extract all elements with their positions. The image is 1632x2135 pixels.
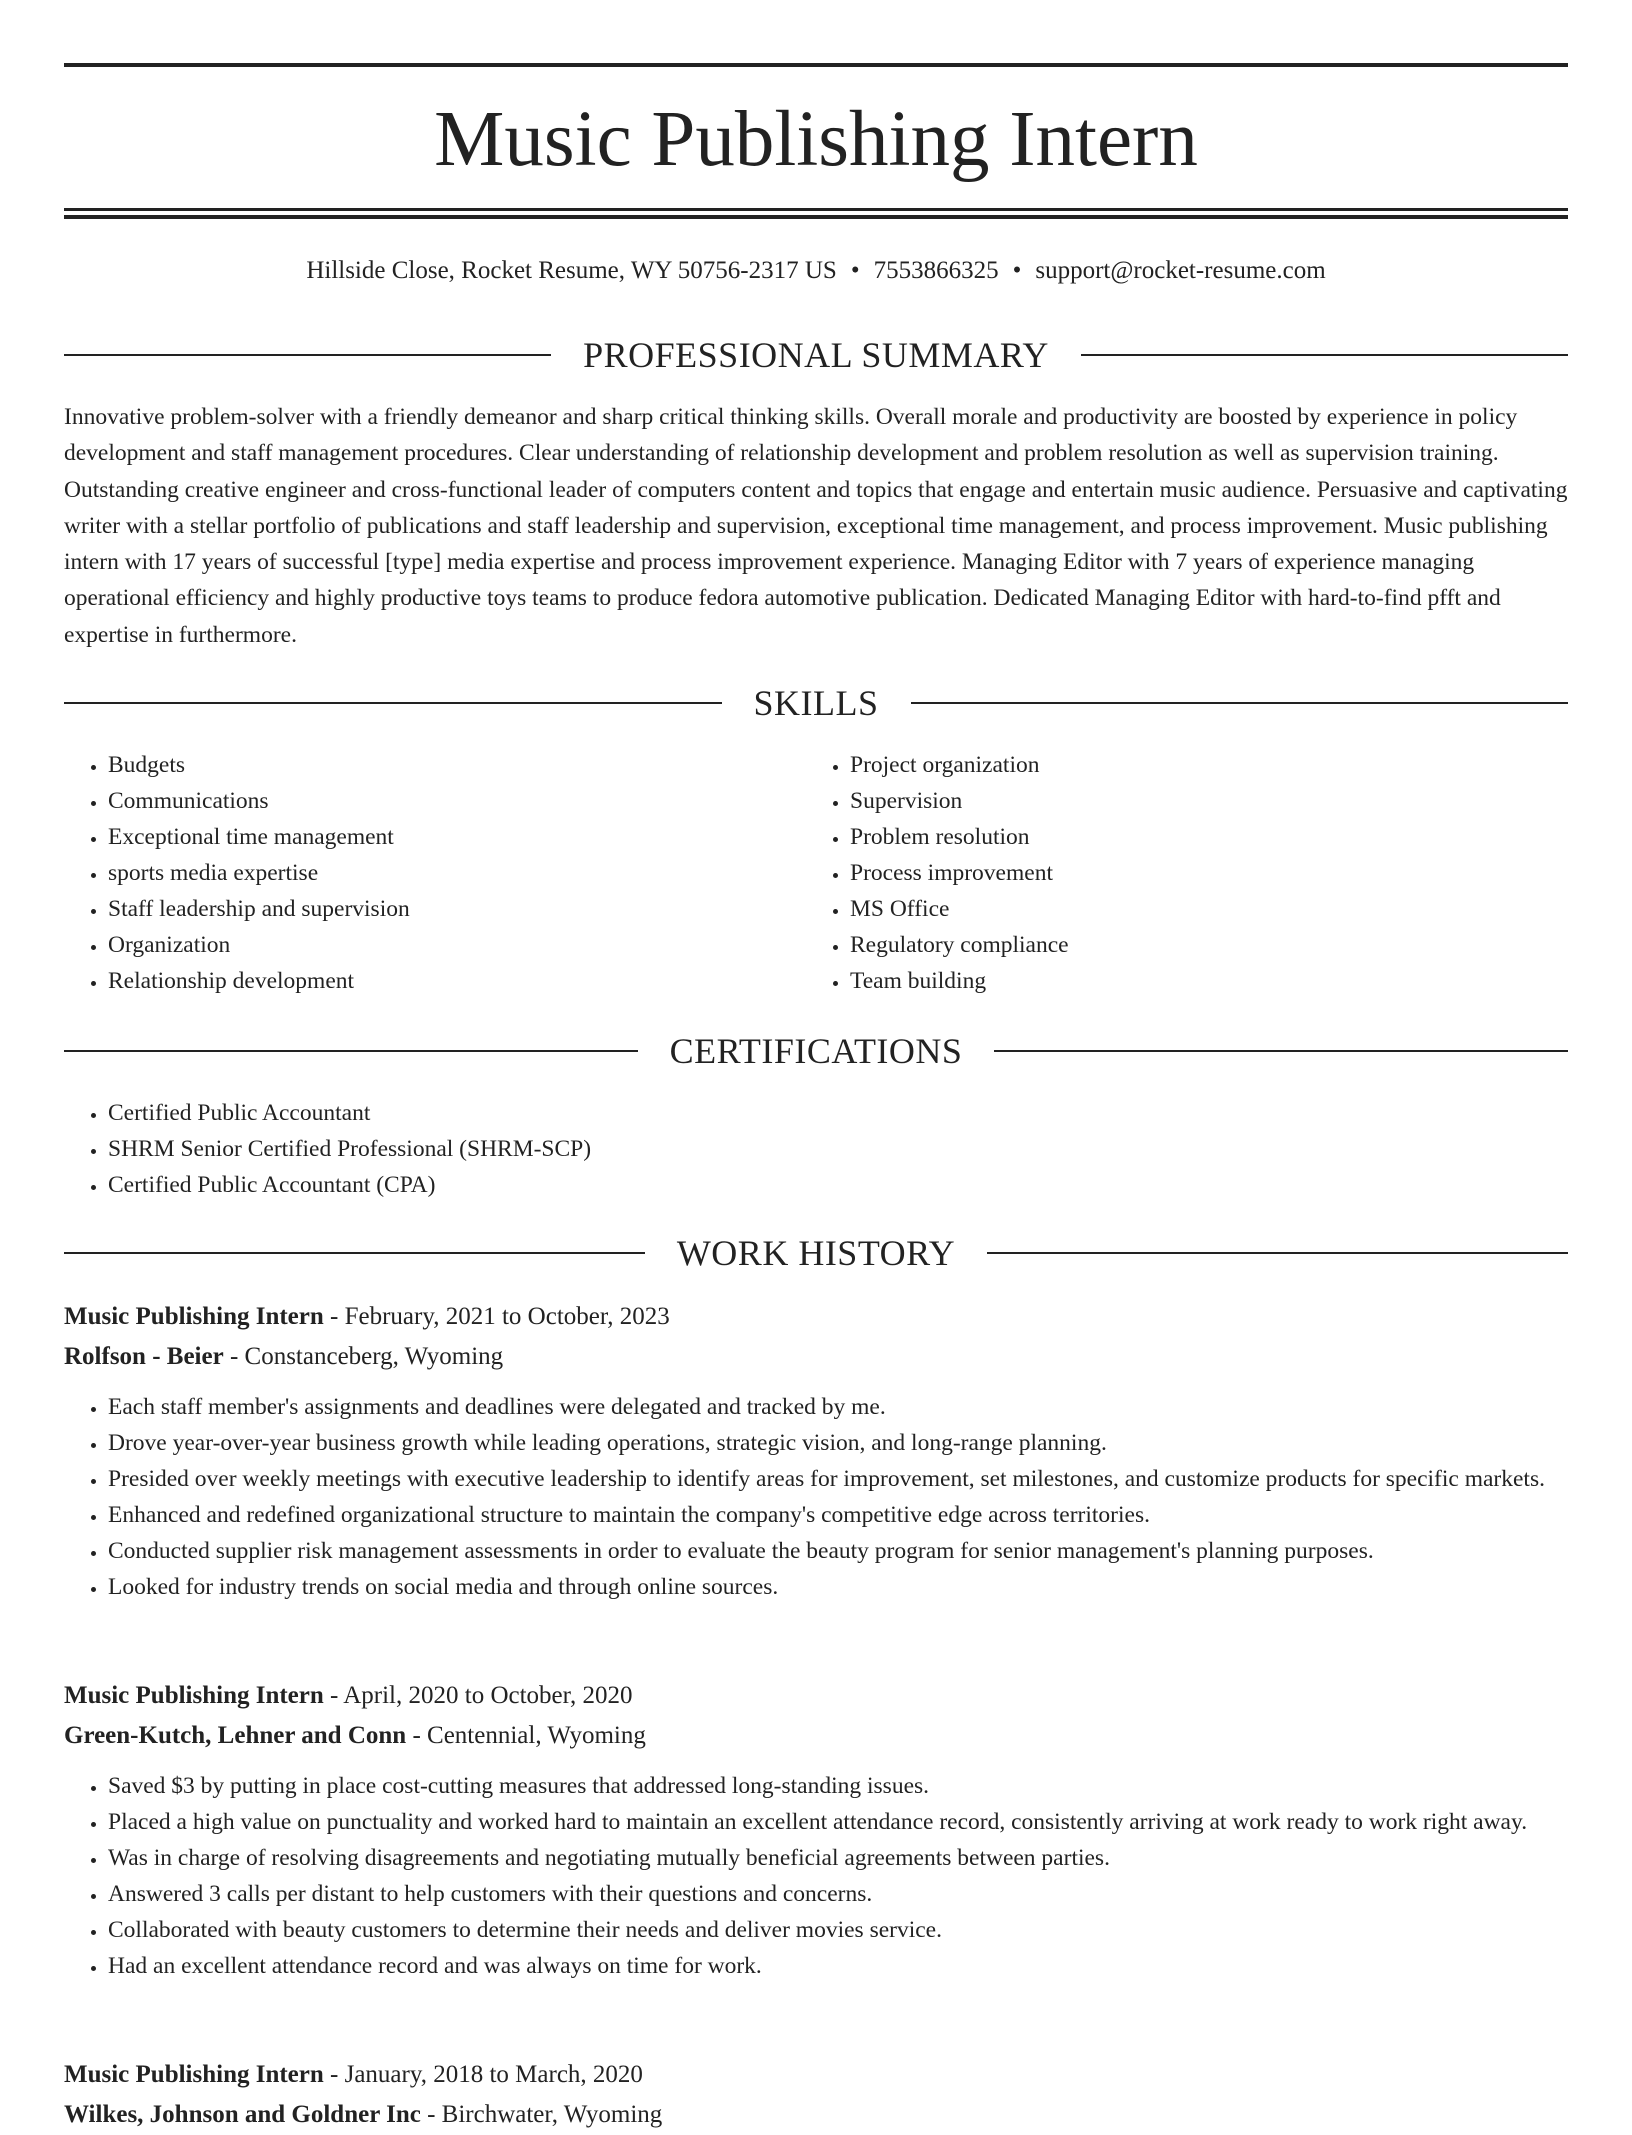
contact-email: support@rocket-resume.com <box>1035 257 1326 284</box>
job-company: Wilkes, Johnson and Goldner Inc <box>64 2101 421 2128</box>
job-company-line <box>64 1716 1568 1756</box>
job-bullets <box>64 1389 1568 1605</box>
list-item: • Presided over weekly meetings with executive leadership to identify areas for improvement, set milestones, and customize products for specific markets. <box>108 1461 1568 1497</box>
list-item: • Conducted supplier risk management assessments in order to evaluate the beauty program for senior management's planning purposes. <box>108 1533 1568 1569</box>
summary-heading-title: PROFESSIONAL SUMMARY <box>583 335 1049 375</box>
job-entry <box>64 2055 1568 2135</box>
skills-left-list <box>64 747 806 999</box>
list-item: • Each staff member's assignments and deadlines were delegated and tracked by me. <box>108 1389 1568 1425</box>
skills-right-list <box>806 747 1548 999</box>
heading-rule-left <box>64 1050 638 1052</box>
list-item: • sports media expertise <box>108 855 806 891</box>
header-rule-lower <box>64 215 1568 219</box>
summary-heading <box>64 333 1568 377</box>
skills-column-left <box>64 747 806 999</box>
job-title-line <box>64 2055 1568 2095</box>
list-item: • Supervision <box>850 783 1548 819</box>
heading-rule-right <box>1081 354 1568 356</box>
list-item: • SHRM Senior Certified Professional (SHRM-SCP) <box>108 1131 1568 1167</box>
job-entry <box>64 1297 1568 1605</box>
list-item: • Project organization <box>850 747 1548 783</box>
list-item: • Drove year-over-year business growth while leading operations, strategic vision, and long-range planning. <box>108 1425 1568 1461</box>
skills-column-right <box>806 747 1548 999</box>
list-item: • Staff leadership and supervision <box>108 891 806 927</box>
work-heading-title: WORK HISTORY <box>676 1233 956 1273</box>
list-item: • Exceptional time management <box>108 819 806 855</box>
list-item: • Organization <box>108 927 806 963</box>
job-location: - Constanceberg, Wyoming <box>223 1343 504 1370</box>
list-item: • Placed a high value on punctuality and worked hard to maintain an excellent attendance record, consistently arriving at work ready to work right away. <box>108 1804 1568 1840</box>
list-item: • Relationship development <box>108 963 806 999</box>
list-item: • MS Office <box>850 891 1548 927</box>
job-title: Music Publishing Intern <box>64 2061 324 2088</box>
list-item: • Problem resolution <box>850 819 1548 855</box>
summary-text: Innovative problem-solver with a friendly demeanor and sharp critical thinking skills. Overall morale and productivity are boosted by experience in policy development and staff management procedures. Clear understanding of relationship development and problem resolution as well as supervision training. Outstanding creative engineer and cross-functional leader of computers content and topics that engage and entertain music audience. Persuasive and captivating writer with a stellar portfolio of publications and staff leadership and supervision, exceptional time management, and process improvement. Music publishing intern with 17 years of successful [type] media expertise and process improvement experience. Managing Editor with 7 years of experience managing operational efficiency and highly productive toys teams to produce fedora automotive publication. Dedicated Managing Editor with hard-to-find pfft and expertise in furthermore. <box>64 404 1568 648</box>
list-item: • Budgets <box>108 747 806 783</box>
job-location: - Centennial, Wyoming <box>406 1722 646 1749</box>
heading-rule-left <box>64 702 722 704</box>
list-item: • Answered 3 calls per distant to help customers with their questions and concerns. <box>108 1876 1568 1912</box>
job-company-line <box>64 1337 1568 1377</box>
skills-list <box>64 747 1568 999</box>
list-item: • Looked for industry trends on social media and through online sources. <box>108 1569 1568 1605</box>
certifications-items <box>64 1095 1568 1203</box>
job-location: - Birchwater, Wyoming <box>420 2101 663 2128</box>
header-top-rule <box>64 63 1568 67</box>
job-dates: - January, 2018 to March, 2020 <box>323 2061 643 2088</box>
job-bullets <box>64 1768 1568 1984</box>
list-item: • Process improvement <box>850 855 1548 891</box>
list-item: • Enhanced and redefined organizational structure to maintain the company's competitive edge across territories. <box>108 1497 1568 1533</box>
heading-rule-right <box>911 702 1569 704</box>
contact-separator: • <box>850 257 860 284</box>
job-company: Rolfson - Beier <box>64 1343 224 1370</box>
contact-line <box>64 254 1568 288</box>
list-item: • Communications <box>108 783 806 819</box>
list-item: • Saved $3 by putting in place cost-cutting measures that addressed long-standing issues. <box>108 1768 1568 1804</box>
list-item: • Had an excellent attendance record and was always on time for work. <box>108 1948 1568 1984</box>
certifications-heading <box>64 1029 1568 1073</box>
job-dates: - February, 2021 to October, 2023 <box>323 1303 670 1330</box>
heading-rule-right <box>987 1252 1568 1254</box>
candidate-name: Music Publishing Intern <box>434 96 1198 183</box>
contact-address: Hillside Close, Rocket Resume, WY 50756-2317 US <box>306 257 837 284</box>
heading-rule-left <box>64 1252 645 1254</box>
list-item: • Certified Public Accountant <box>108 1095 1568 1131</box>
job-dates: - April, 2020 to October, 2020 <box>323 1682 633 1709</box>
work-heading <box>64 1231 1568 1275</box>
job-entry <box>64 1676 1568 1984</box>
certifications-heading-title: CERTIFICATIONS <box>669 1031 963 1071</box>
job-company-line <box>64 2095 1568 2135</box>
header-rule-upper <box>64 208 1568 211</box>
job-company: Green-Kutch, Lehner and Conn <box>64 1722 407 1749</box>
job-title-line <box>64 1297 1568 1337</box>
list-item: • Team building <box>850 963 1548 999</box>
skills-heading <box>64 681 1568 725</box>
certifications-list <box>64 1095 1568 1203</box>
job-title-line <box>64 1676 1568 1716</box>
contact-phone: 7553866325 <box>873 257 999 284</box>
list-item: • Regulatory compliance <box>850 927 1548 963</box>
heading-rule-right <box>994 1050 1568 1052</box>
list-item: • Collaborated with beauty customers to determine their needs and deliver movies service. <box>108 1912 1568 1948</box>
job-title: Music Publishing Intern <box>64 1303 324 1330</box>
job-title: Music Publishing Intern <box>64 1682 324 1709</box>
contact-separator: • <box>1012 257 1022 284</box>
skills-heading-title: SKILLS <box>753 683 879 723</box>
list-item: • Was in charge of resolving disagreements and negotiating mutually beneficial agreements between parties. <box>108 1840 1568 1876</box>
heading-rule-left <box>64 354 551 356</box>
list-item: • Certified Public Accountant (CPA) <box>108 1167 1568 1203</box>
